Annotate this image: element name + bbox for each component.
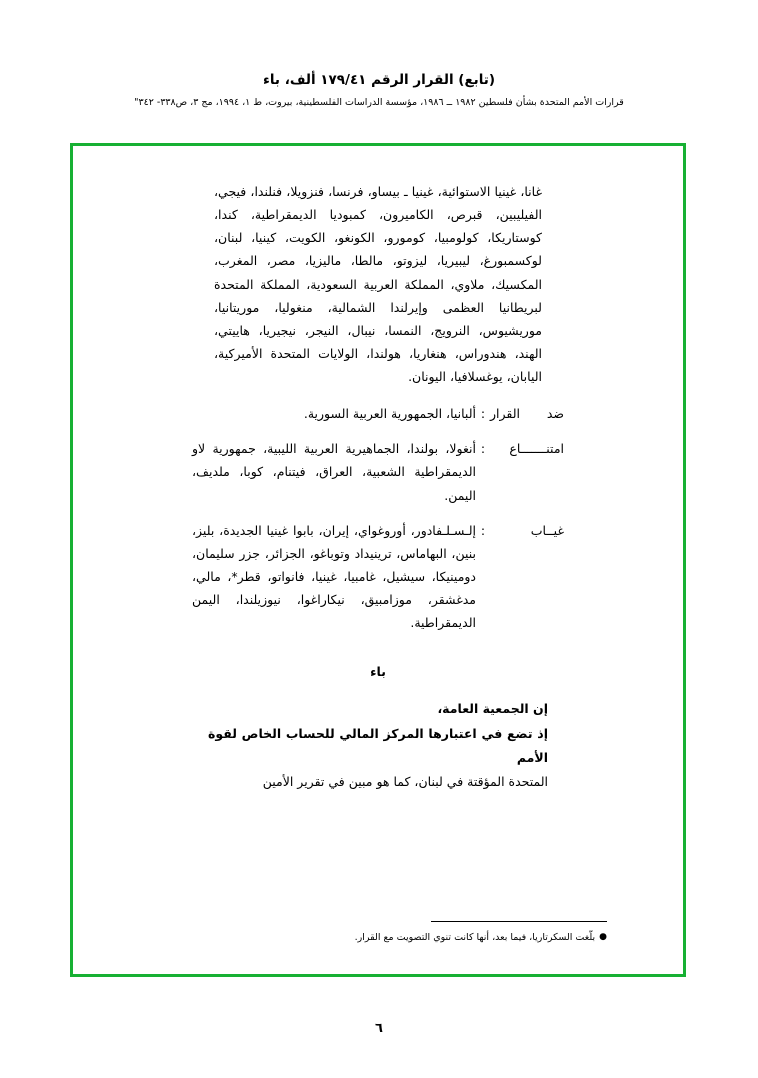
footnote-body: بلّغت السكرتاريا، فيما بعد، أنها كانت تنوي التصويت مع القرار. xyxy=(354,931,596,943)
closing-line-2: إذ تضع في اعتبارها المركز المالي للحساب الخاص لقوة الأمم xyxy=(208,725,548,765)
vote-value: ألبانيا، الجمهورية العربية السورية. xyxy=(303,406,476,422)
vote-colon: : xyxy=(480,406,486,422)
vote-value: أنغولا، بولندا، الجماهيرية العربية الليبية، جمهورية لاو الديمقراطية الشعبية، العراق، فيتنام، كوبا، ملديف، اليمن. xyxy=(192,441,476,503)
vote-row xyxy=(192,519,564,635)
page-source-line: قرارات الأمم المتحدة بشأن فلسطين ١٩٨٢ ــ ١٩٨٦، مؤسسة الدراسات الفلسطينية، بيروت، ط ١، ١٩٩٤، مج ٣، ص٣٣٨- ٣٤٢" xyxy=(134,97,624,108)
page-number: ٦ xyxy=(375,1021,383,1036)
footnote-area xyxy=(111,921,645,946)
vote-results-block xyxy=(192,402,564,634)
vote-value: إلـسـلـفادور، أوروغواي، إيران، بابوا غينيا الجديدة، بليز، بنين، البهاماس، ترينيداد وتوباغو، الجزائر، جزر سليمان، دومينيكا، سيشيل، غامبيا، غينيا، فانواتو، قطر*، مالي، مدغشقر، موزامبيق، نيكاراغوا، نيوزيلندا، اليمن الديمقراطية. xyxy=(192,522,476,631)
vote-label: غيــاب xyxy=(530,522,564,538)
vote-colon: : xyxy=(480,441,486,457)
vote-label: ضد القرار xyxy=(490,406,564,422)
page-title: (تابع) القرار الرقم ١٧٩/٤١ ألف، باء xyxy=(262,72,496,88)
page-header xyxy=(0,72,758,108)
content-area xyxy=(73,146,683,974)
footnote-divider xyxy=(431,921,607,922)
countries-paragraph: غانا، غينيا الاستوائية، غينيا ـ بيساو، فرنسا، فنزويلا، فنلندا، فيجي، الفيليبين، قبرص، الكاميرون، كمبوديا الديمقراطية، كندا، كوستاريكا، كولومبيا، كومورو، الكونغو، الكويت، كينيا، لبنان، لوكسمبورغ، ليبيريا، ليزوتو، مالطا، ماليزيا، مصر، المغرب، المكسيك، ملاوي، المملكة العربية السعودية، المملكة المتحدة لبريطانيا العظمى وإيرلندا الشمالية، منغوليا، موريتانيا، موريشيوس، النرويج، النمسا، نيبال، النيجر، نيجيريا، هاييتي، الهند، هندوراس، هنغاريا، هولندا، الولايات المتحدة الأميركية، اليابان، يوغسلافيا، اليونان. xyxy=(214,184,542,384)
vote-label: امتنـــــــاع xyxy=(509,441,564,457)
vote-colon: : xyxy=(480,522,486,538)
footnote-bullet-icon: ● xyxy=(599,931,607,942)
closing-line-1: إن الجمعية العامة، xyxy=(437,701,548,717)
vote-row xyxy=(192,402,564,425)
closing-line-3: المتحدة المؤقتة في لبنان، كما هو مبين في تقرير الأمين xyxy=(262,774,548,790)
green-content-frame xyxy=(70,143,686,977)
section-letter-heading: باء xyxy=(370,664,386,680)
vote-row xyxy=(192,437,564,506)
closing-paragraph xyxy=(208,697,548,795)
footnote-text xyxy=(111,930,645,946)
